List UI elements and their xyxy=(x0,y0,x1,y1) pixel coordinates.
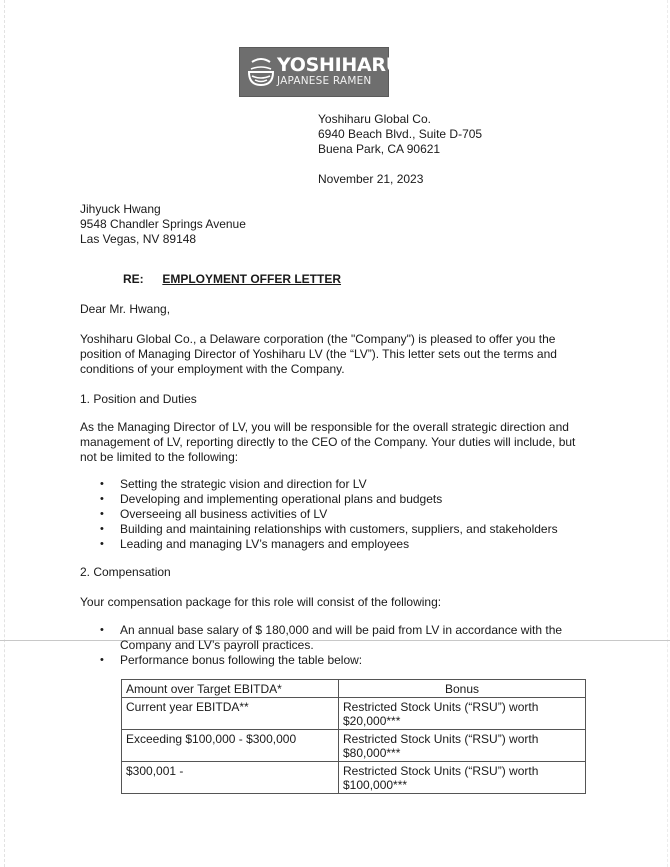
amount-cell: Exceeding $100,000 - $300,000 xyxy=(122,730,339,762)
list-item xyxy=(100,623,562,653)
paragraph-line: not be limited to the following: xyxy=(80,450,239,464)
duties-list xyxy=(100,477,558,552)
bullet-icon: • xyxy=(100,538,104,550)
amount-cell: Current year EBITDA** xyxy=(122,698,339,730)
subject-line xyxy=(123,272,341,287)
bonus-table xyxy=(121,679,586,794)
duty-text: Setting the strategic vision and direction for LV xyxy=(120,477,367,491)
company-logo xyxy=(239,47,401,97)
duty-text: Overseeing all business activities of LV xyxy=(120,507,328,521)
duty-text: Building and maintaining relationships with customers, suppliers, and stakeholders xyxy=(120,522,558,536)
bullet-icon: • xyxy=(100,523,104,535)
compensation-list xyxy=(100,623,562,668)
table-row xyxy=(122,730,586,762)
subject-title: EMPLOYMENT OFFER LETTER xyxy=(162,272,342,286)
sender-line: Buena Park, CA 90621 xyxy=(318,142,441,156)
item-line: An annual base salary of $ 180,000 and will be paid from LV in accordance with the xyxy=(120,623,563,637)
compensation-intro: Your compensation package for this role will consist of the following: xyxy=(80,595,442,609)
bonus-line: $20,000*** xyxy=(343,714,401,728)
table-row xyxy=(122,762,586,794)
section-heading-position-duties: 1. Position and Duties xyxy=(80,392,197,406)
logo-subtitle: JAPANESE RAMEN xyxy=(277,75,372,87)
section-heading-compensation: 2. Compensation xyxy=(80,565,171,579)
intro-paragraph xyxy=(80,332,557,377)
bullet-icon: • xyxy=(100,508,104,520)
bullet-icon: • xyxy=(100,478,104,490)
list-item xyxy=(100,522,558,537)
bonus-cell xyxy=(339,762,586,794)
paragraph-line: Yoshiharu Global Co., a Delaware corporation (the "Company") is pleased to offer you the xyxy=(80,332,556,346)
duties-intro-paragraph xyxy=(80,420,575,465)
bullet-icon: • xyxy=(100,624,104,636)
recipient-address xyxy=(80,202,246,247)
bonus-cell xyxy=(339,730,586,762)
list-item xyxy=(100,653,562,668)
table-header-row xyxy=(122,680,586,698)
recipient-line: 9548 Chandler Springs Avenue xyxy=(80,217,246,231)
sender-line: Yoshiharu Global Co. xyxy=(318,112,431,126)
recipient-line: Jihyuck Hwang xyxy=(80,202,161,216)
list-item xyxy=(100,477,558,492)
bullet-icon: • xyxy=(100,493,104,505)
letter-date: November 21, 2023 xyxy=(318,172,424,186)
bonus-line: Restricted Stock Units (“RSU”) worth xyxy=(343,732,539,746)
paragraph-line: position of Managing Director of Yoshiharu LV (the “LV”). This letter sets out the terms and xyxy=(80,347,557,361)
re-label: RE: xyxy=(123,272,144,286)
paragraph-line: As the Managing Director of LV, you will be responsible for the overall strategic direction and xyxy=(80,420,569,434)
bullet-icon: • xyxy=(100,654,104,666)
bonus-cell xyxy=(339,698,586,730)
bonus-line: $80,000*** xyxy=(343,746,401,760)
recipient-line: Las Vegas, NV 89148 xyxy=(80,232,197,246)
duty-text: Leading and managing LV’s managers and employees xyxy=(120,537,410,551)
logo-title: YOSHIHARU xyxy=(277,54,401,76)
paragraph-line: conditions of your employment with the Company. xyxy=(80,362,345,376)
paragraph-line: management of LV, reporting directly to the CEO of the Company. Your duties will include, but xyxy=(80,435,576,449)
ramen-bowl-icon xyxy=(246,56,276,88)
bonus-line: Restricted Stock Units (“RSU”) worth xyxy=(343,700,539,714)
bonus-line: $100,000*** xyxy=(343,778,408,792)
salutation: Dear Mr. Hwang, xyxy=(80,302,171,316)
bonus-line: Restricted Stock Units (“RSU”) worth xyxy=(343,764,539,778)
list-item xyxy=(100,492,558,507)
scan-artifact-left-edge xyxy=(4,0,5,867)
sender-address xyxy=(318,112,482,157)
list-item xyxy=(100,507,558,522)
amount-cell: $300,001 - xyxy=(122,762,339,794)
table-row xyxy=(122,698,586,730)
compensation-item-text xyxy=(120,623,562,653)
list-item xyxy=(100,537,558,552)
scan-artifact-right-edge xyxy=(667,0,668,867)
column-header-amount: Amount over Target EBITDA* xyxy=(122,680,339,698)
sender-line: 6940 Beach Blvd., Suite D-705 xyxy=(318,127,483,141)
column-header-bonus: Bonus xyxy=(339,680,586,698)
compensation-item-text: Performance bonus following the table below: xyxy=(120,653,363,667)
item-line: Company and LV’s payroll practices. xyxy=(120,638,314,652)
duty-text: Developing and implementing operational plans and budgets xyxy=(120,492,443,506)
